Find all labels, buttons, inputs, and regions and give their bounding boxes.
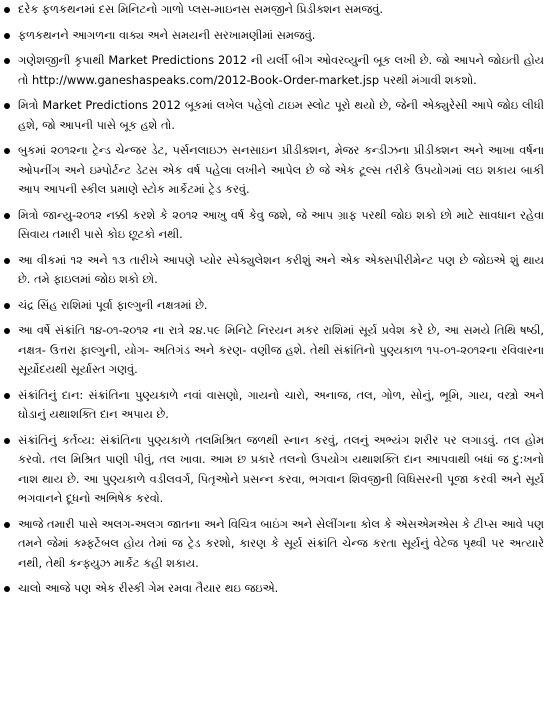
list-item-text: આ વીકમાં ૧૨ અને ૧૩ તારીખે આપણે પ્યોર સ્પેક્યુલેશન કરીશું અને એક એક્સપીરીમેન્ટ પણ છે જોઇએ શું થાય છે. તમે ફાઇલમાં જોઇ શકો છો.	[18, 252, 544, 286]
list-item	[4, 579, 544, 599]
list-item-text: દરેક ફળકથનમાં દસ મિનિટનો ગાળો પ્લસ-માઇનસ સમજીને પ્રિડીક્શન સમજવું.	[18, 2, 383, 16]
list-item-text: સંક્રાંતિનું દાન: સંક્રાંતિના પુણ્યકાળે નવાં વાસણો, ગાયનો ચારો, અનાજ, તલ, ગોળ, સોનું, ભૂમિ, ગાય, વસ્ત્રો અને ઘોડાનું યથાશક્તિ દાન અપાય છે.	[18, 387, 544, 421]
bullet-icon	[4, 438, 10, 444]
bullet-icon	[4, 103, 10, 109]
list-item-text: આ વર્ષે સંક્રાંતિ ૧૪-૦૧-૨૦૧૨ ના રાત્રે ૨૪.૫૯ મિનિટે નિરયન મકર રાશિમાં સૂર્ય પ્રવેશ કરે છે, આ સમયે તિથિ ષષ્ઠી, નક્ષત્ર- ઉત્તરા ફાલ્ગુની, યોગ- અતિગંડ અને કરણ- વણીજ હશે. તેથી સંક્રાંતિનો પુણ્યકાળ ૧૫-૦૧-૨૦૧૨ના રવિવારના સૂર્યોદયથી સૂર્યાસ્ત ગણવું.	[18, 323, 544, 376]
list-item	[4, 321, 544, 380]
list-item-text: ચંદ્ર સિંહ રાશિમાં પૂર્વા ફાલ્ગુની નક્ષત્રમાં છે.	[18, 297, 208, 312]
list-item	[4, 206, 544, 245]
list-item-text: સંક્રાંતિનું કર્તવ્ય: સંક્રાંતિના પુણ્યકાળે તલમિશ્રિત જળથી સ્નાન કરવું, તલનું અભ્યંગ શરીર પર લગાડવું. તલ હોમ કરવો. તલ મિશ્રિત પાણી પીવું, તલ ખાવા. આમ છ પ્રકારે તલનો ઉપયોગ યથાશક્તિ દાન આપવાથી બધાં જ દુ:ખનો નાશ થાય છે. આ પુણ્યકાળે વડીલવર્ગ, પિતૃઓને પ્રસન્ન કરવા, ભગવાન શિવજીની વિધિસરની પૂજા કરવી અને સૂર્ય ભગવાનને દૂધનો અભિષેક કરવો.	[18, 432, 544, 505]
bullet-icon	[4, 213, 10, 219]
list-item-text: આજે તમારી પાસે અલગ-અલગ જાતના અને વિચિત્ર બાઇંગ અને સેલીંગના કોલ કે એસએમએસ કે ટીપ્સ આવે પણ તમને જેમાં કમ્ફર્ટેબલ હોય તેમાં જ ટ્રેડ કરશો, કારણ કે સૂર્ય સંક્રાંતિ ચેન્જ કરતા સૂર્યનું વેટેજ પૃથ્વી પર અત્યારે નથી, તેથી કન્ફ્યુઝ માર્કેટ કહી શકાય.	[18, 516, 544, 570]
list-item	[4, 0, 544, 20]
bullet-icon	[4, 7, 10, 13]
list-item-text: ફળકથનને આગળના વાક્ય અને સમયની સરખામણીમાં સમજવું.	[18, 27, 316, 42]
list-item	[4, 296, 544, 316]
bullet-icon	[4, 522, 10, 528]
bullet-icon	[4, 148, 10, 154]
bullet-list	[4, 0, 544, 599]
bullet-icon	[4, 586, 10, 592]
list-item	[4, 96, 544, 135]
bullet-icon	[4, 58, 10, 64]
bullet-icon	[4, 33, 10, 39]
list-item	[4, 51, 544, 90]
bullet-icon	[4, 393, 10, 399]
list-item-text: મિત્રો Market Predictions 2012 બૂકમાં લખેલ પહેલો ટાઇમ સ્લોટ પૂરો થયો છે, જેની એક્યુરેસી આપે જોઇ લીધી હશે, જો આપની પાસે બૂક હશે તો.	[18, 98, 544, 132]
list-item	[4, 431, 544, 509]
list-item-text: બુકમાં ૨૦૧૨ના ટ્રેન્ડ ચેન્જર ડેટ, પર્સનલાઇઝ સનસાઇન પ્રીડીક્શન, મેજર કન્ડીઝના પ્રીડીક્શન અને આખા વર્ષના ઓપનીંગ અને ઇમ્પોર્ટન્ટ ડેટસ એક વર્ષ પહેલા લખીને આપેલ છે જે એક ટૂલ્સ તરીકે ઉપયોગમાં લઇ શકાય બાકી આપ આપની સ્કીલ પ્રમાણે સ્ટોક માર્કેટમાં ટ્રેડ કરવું.	[18, 143, 544, 196]
list-item	[4, 515, 544, 574]
list-item	[4, 251, 544, 290]
bullet-icon	[4, 303, 10, 309]
list-item	[4, 26, 544, 46]
list-item-text: ચાલો આજે પણ એક રીસ્કી ગેમ રમવા તૈયાર થઇ જઇએ.	[18, 581, 279, 595]
list-item-text: ગણેશજીની કૃપાથી Market Predictions 2012 ની યર્લી બીગ ઓવરવ્યુની બૂક લખી છે. જો આપને જોઇતી હોય તો http://www.ganeshaspeaks.com/2012-Book-Order-market.jsp પરથી મંગાવી શકશો.	[18, 53, 544, 87]
bullet-icon	[4, 258, 10, 264]
bullet-icon	[4, 328, 10, 334]
list-item	[4, 386, 544, 425]
list-item-text: મિત્રો જાન્યુ-૨૦૧૨ નક્કી કરશે કે ૨૦૧૨ આખુ વર્ષ કેવુ જશે, જે આપ ગ્રાફ પરથી જોઇ શકો છો માટે સાવધાન રહેવા સિવાય તમારી પાસે કોઇ છૂટકો નથી.	[18, 207, 544, 241]
list-item	[4, 141, 544, 200]
